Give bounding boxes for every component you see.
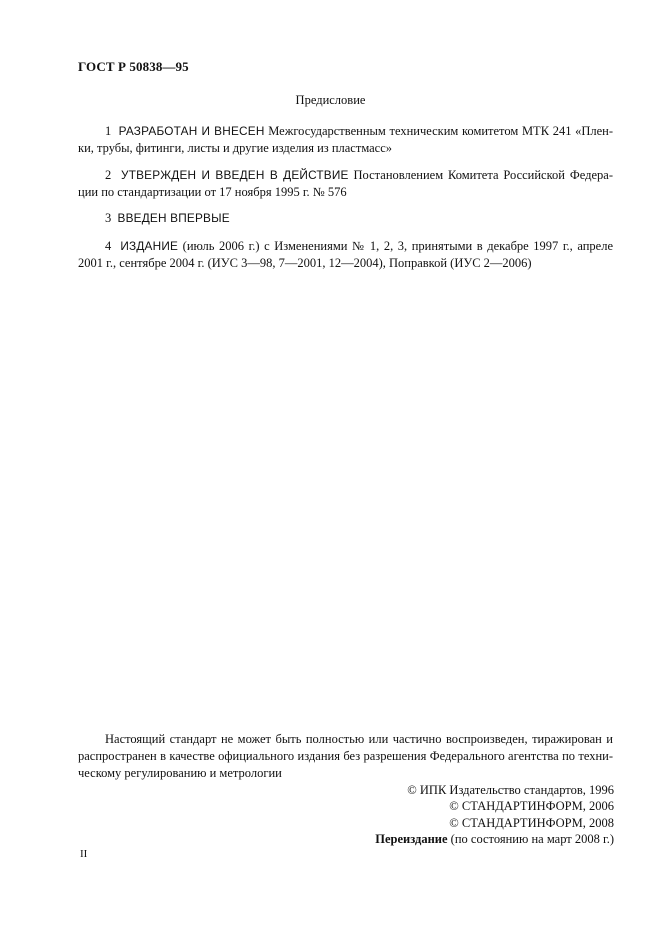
item-text-line1: Постановлением Комитета Российской Федера- <box>353 168 613 182</box>
preface-item-3 <box>78 210 613 227</box>
item-caps-heading: УТВЕРЖДЕН И ВВЕДЕН В ДЕЙСТВИЕ <box>121 168 349 182</box>
item-text-line2: 2001 г., сентябре 2004 г. (ИУС 3—98, 7—2001, 12—2004), Поправкой (ИУС 2—2006) <box>78 256 532 270</box>
copyright-block <box>375 782 614 847</box>
preface-item-2 <box>78 167 613 201</box>
notice-line2: распространен в качестве официального издания без разрешения Федерального агентства по техни- <box>78 749 613 763</box>
item-number: 4 <box>105 239 112 253</box>
document-id-header: ГОСТ Р 50838—95 <box>78 59 189 74</box>
reissue-line <box>375 831 614 847</box>
item-text-line2: ции по стандартизации от 17 ноября 1995 г. № 576 <box>78 185 347 199</box>
item-text-line2: ки, трубы, фитинги, листы и другие изделия из пластмасс» <box>78 141 393 155</box>
item-number: 1 <box>105 124 112 138</box>
item-text-line1: (июль 2006 г.) с Изменениями № 1, 2, 3, принятыми в декабре 1997 г., апреле <box>182 239 614 253</box>
reissue-date: (по состоянию на март 2008 г.) <box>447 831 614 846</box>
notice-line1: Настоящий стандарт не может быть полностью или частично воспроизведен, тиражирован и <box>105 732 613 746</box>
item-caps-heading: ВВЕДЕН ВПЕРВЫЕ <box>117 211 230 225</box>
reissue-label: Переиздание <box>375 831 448 846</box>
preface-item-4 <box>78 238 613 272</box>
item-caps-heading: РАЗРАБОТАН И ВНЕСЕН <box>118 124 265 138</box>
page-number: II <box>80 848 88 860</box>
reproduction-notice <box>78 731 613 782</box>
copyright-line: © ИПК Издательство стандартов, 1996 <box>407 783 614 797</box>
item-number: 2 <box>105 168 112 182</box>
preface-title: Предисловие <box>295 93 366 107</box>
copyright-line: © СТАНДАРТИНФОРМ, 2008 <box>449 815 614 830</box>
item-text-line1: Межгосударственным техническим комитетом МТК 241 «Плен- <box>268 124 614 138</box>
item-number: 3 <box>105 211 112 225</box>
preface-item-1 <box>78 123 613 157</box>
notice-line3: ческому регулированию и метрологии <box>78 766 282 780</box>
item-caps-heading: ИЗДАНИЕ <box>120 239 179 253</box>
copyright-line: © СТАНДАРТИНФОРМ, 2006 <box>449 799 614 814</box>
